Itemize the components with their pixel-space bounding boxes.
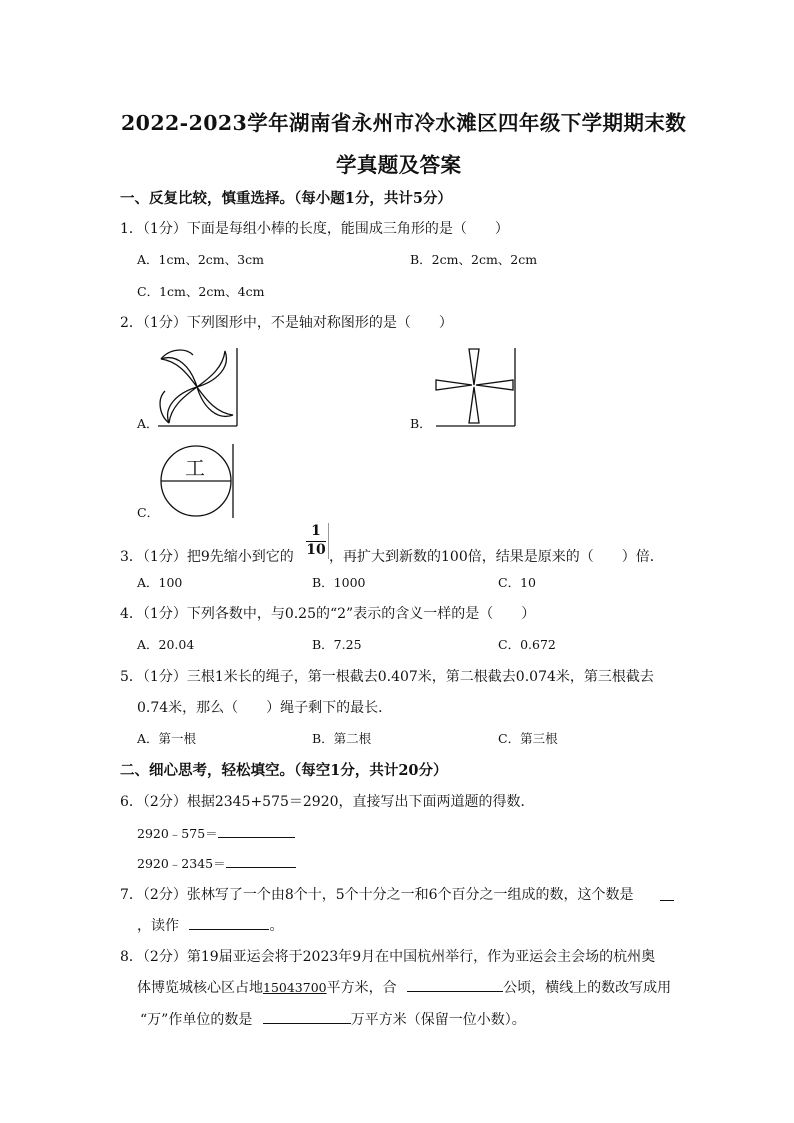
q7-period: 。	[269, 918, 284, 934]
pinwheel-figure	[155, 345, 240, 430]
q5-stem-line2: 0.74米，那么（ ）绳子剩下的最长．	[137, 700, 393, 716]
document-title-line1: 2022-2023学年湖南省永州市冷水滩区四年级下学期期末数	[121, 111, 687, 135]
q8-text-d: “万”作单位的数是	[140, 1012, 253, 1028]
q3-option-a: A．100	[137, 575, 183, 590]
bowtie-cross-figure	[433, 345, 518, 430]
q6-answer-blank2[interactable]	[226, 853, 296, 868]
q1-option-b: B．2cm、2cm、2cm	[410, 252, 538, 267]
q6-expression2: 2920﹣2345＝	[137, 856, 226, 871]
section1-heading: 一、反复比较，慎重选择。（每小题1分，共计5分）	[120, 190, 452, 207]
q8-text-c: 公顷，横线上的数改写成用	[503, 980, 672, 996]
q2-stem: 2．（1分）下列图形中，不是轴对称图形的是（ ）	[120, 315, 453, 331]
q4-option-a: A．20.04	[137, 637, 195, 652]
q7-stem-line2	[137, 915, 283, 935]
q8-text-b: 平方米，合	[326, 980, 397, 996]
q2-option-a: A．	[137, 416, 159, 431]
q7-number-blank[interactable]	[660, 886, 674, 901]
q3-stem-before: 3．（1分）把9先缩小到它的	[120, 549, 294, 565]
q6-line1	[137, 823, 295, 842]
q8-underlined-number: 15043700	[263, 980, 327, 995]
fraction-denominator: 10	[306, 542, 326, 558]
circle-figure-glyph: 工	[185, 456, 205, 480]
q6-stem: 6．（2分）根据2345+575＝2920，直接写出下面两道题的得数．	[120, 794, 535, 810]
q2-option-c: C．	[137, 505, 160, 520]
q6-expression1: 2920﹣575＝	[137, 826, 218, 841]
fraction-numerator: 1	[311, 523, 321, 539]
document-title-line2: 学真题及答案	[336, 153, 462, 177]
q8-stem-line2	[137, 977, 671, 997]
q7-read-as-blank[interactable]	[189, 915, 269, 930]
q8-text-a: 体博览城核心区占地	[137, 980, 263, 996]
q8-text-e: 万平方米（保留一位小数）。	[350, 1012, 526, 1028]
section2-heading: 二、细心思考，轻松填空。（每空1分，共计20分）	[120, 762, 448, 779]
q3-stem-after: ，再扩大到新数的100倍，结果是原来的（ ）倍．	[329, 549, 664, 565]
q5-option-c: C．第三根	[498, 731, 558, 746]
q4-stem: 4．（1分）下列各数中，与0.25的“2”表示的含义一样的是（ ）	[120, 606, 536, 622]
fraction-one-tenth	[306, 523, 328, 561]
q7-stem-line1: 7．（2分）张林写了一个由8个十，5个十分之一和6个百分之一组成的数，这个数是	[120, 887, 634, 903]
q5-option-a: A．第一根	[137, 731, 197, 746]
q1-stem: 1．（1分）下面是每组小棒的长度，能围成三角形的是（ ）	[120, 221, 509, 237]
q8-stem-line3	[140, 1009, 526, 1029]
q4-option-b: B．7.25	[312, 637, 362, 652]
q1-option-c: C．1cm、2cm、4cm	[137, 284, 265, 299]
q6-answer-blank1[interactable]	[218, 823, 295, 838]
q8-stem-line1: 8．（2分）第19届亚运会将于2023年9月在中国杭州举行，作为亚运会主会场的杭州奥	[120, 949, 656, 965]
q1-option-a: A．1cm、2cm、3cm	[137, 252, 264, 267]
q8-hectares-blank[interactable]	[407, 977, 503, 992]
q2-option-b: B．	[410, 416, 432, 431]
q3-option-c: C．10	[498, 575, 536, 590]
q5-option-b: B．第二根	[312, 731, 372, 746]
q6-line2	[137, 853, 296, 872]
q7-read-as-label: ，读作	[137, 918, 179, 934]
q4-option-c: C．0.672	[498, 637, 556, 652]
q8-wan-blank[interactable]	[263, 1009, 351, 1024]
q5-stem-line1: 5．（1分）三根1米长的绳子，第一根截去0.407米，第二根截去0.074米，第三根截去	[120, 669, 654, 685]
q3-option-b: B．1000	[312, 575, 366, 590]
